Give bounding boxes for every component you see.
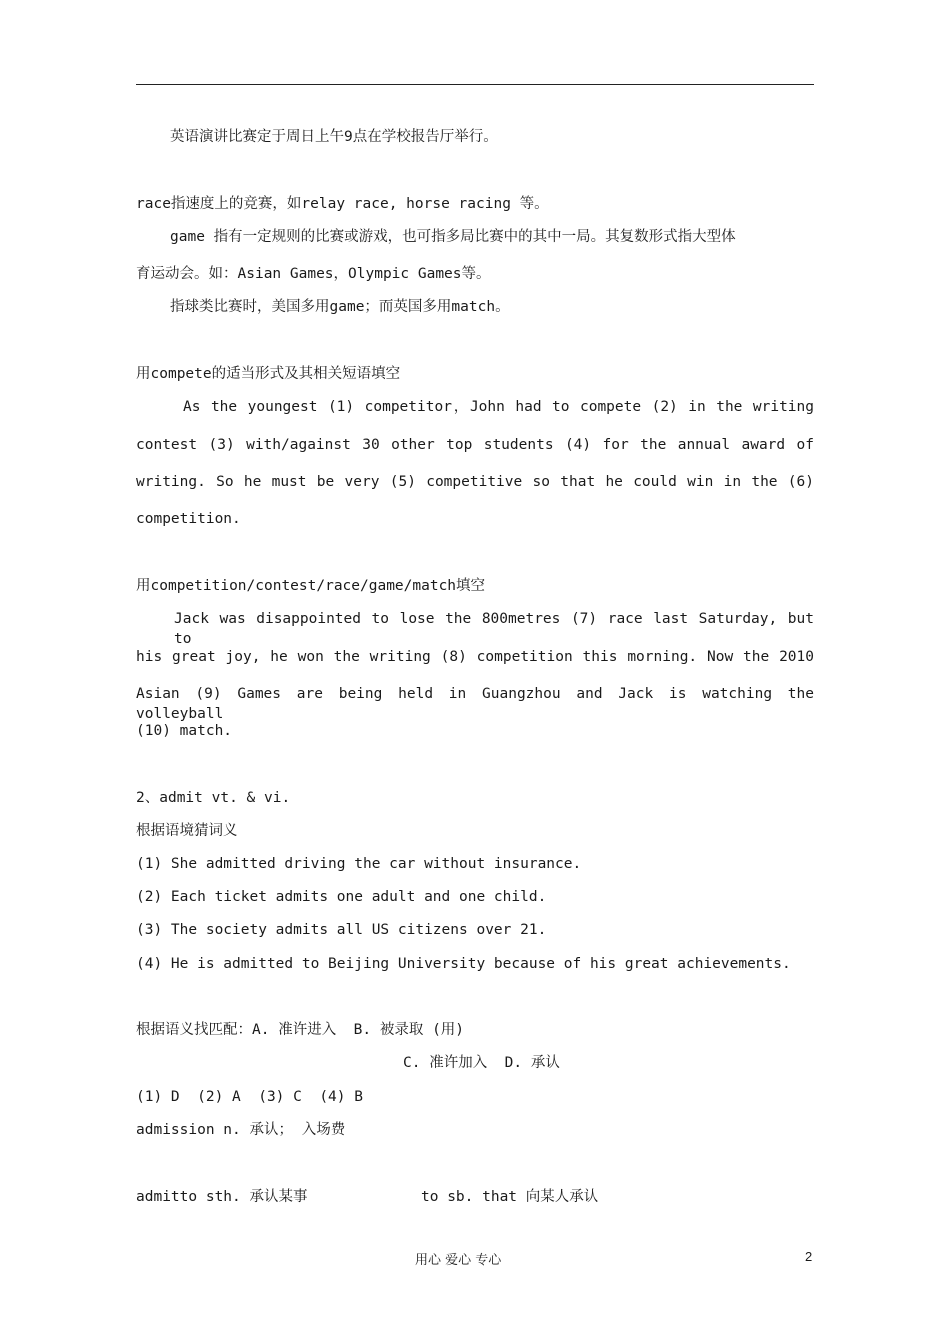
match-options-line-2: C. 准许加入 D. 承认 bbox=[403, 1055, 560, 1071]
exercise-1-line-1: As the youngest (1) competitor，John had to compete (2) in the writing bbox=[183, 399, 814, 415]
sentence-item: (2) Each ticket admits one adult and one child. bbox=[136, 889, 547, 905]
admit-to-sb-phrase: to sb. that 向某人承认 bbox=[421, 1189, 599, 1205]
guess-meaning-heading: 根据语境猜词义 bbox=[136, 823, 238, 839]
race-paragraph: race指速度上的竞赛，如relay race, horse racing 等。 bbox=[136, 196, 549, 212]
exercise-1-line-3: writing. So he must be very (5) competitive so that he could win in the (6) bbox=[136, 474, 814, 490]
sentence-item: (1) She admitted driving the car without insurance. bbox=[136, 856, 582, 872]
speech-contest-example: 英语演讲比赛定于周日上午9点在学校报告厅举行。 bbox=[170, 129, 498, 145]
admission-definition: admission n. 承认； 入场费 bbox=[136, 1122, 346, 1138]
exercise-2-line-1: Jack was disappointed to lose the 800metres (7) race last Saturday, but to bbox=[174, 611, 814, 647]
sentence-item: (4) He is admitted to Beijing University because of his great achievements. bbox=[136, 956, 791, 972]
header-rule bbox=[136, 84, 814, 85]
sentence-item: (3) The society admits all US citizens over 21. bbox=[136, 922, 547, 938]
exercise-1-line-4: competition. bbox=[136, 511, 241, 527]
exercise-2-line-4: (10) match. bbox=[136, 723, 233, 739]
page-footer: 用心 爱心 专心 bbox=[415, 1253, 502, 1268]
exercise-2-line-2: his great joy, he won the writing (8) competition this morning. Now the 2010 bbox=[136, 649, 814, 665]
admit-to-sth-phrase: admitto sth. 承认某事 bbox=[136, 1189, 308, 1205]
page-number: 2 bbox=[805, 1249, 813, 1264]
exercise-1-line-2: contest (3) with/against 30 other top students (4) for the annual award of bbox=[136, 437, 814, 453]
match-options-line-1: 根据语义找匹配：A. 准许进入 B. 被录取 (用) bbox=[136, 1022, 465, 1038]
admit-heading: 2、admit vt. & vi. bbox=[136, 790, 291, 806]
game-paragraph-line-2: 育运动会。如：Asian Games，Olympic Games等。 bbox=[136, 266, 491, 282]
exercise-2-line-3: Asian (9) Games are being held in Guangzhou and Jack is watching the volleyball bbox=[136, 686, 814, 722]
answers-line: (1) D (2) A (3) C (4) B bbox=[136, 1089, 363, 1105]
ball-games-paragraph: 指球类比赛时，美国多用game；而英国多用match。 bbox=[170, 299, 510, 315]
game-paragraph-line-1: game 指有一定规则的比赛或游戏，也可指多局比赛中的其中一局。其复数形式指大型体 bbox=[170, 229, 736, 245]
exercise-1-heading: 用compete的适当形式及其相关短语填空 bbox=[136, 366, 401, 382]
exercise-2-heading: 用competition/contest/race/game/match填空 bbox=[136, 578, 486, 594]
